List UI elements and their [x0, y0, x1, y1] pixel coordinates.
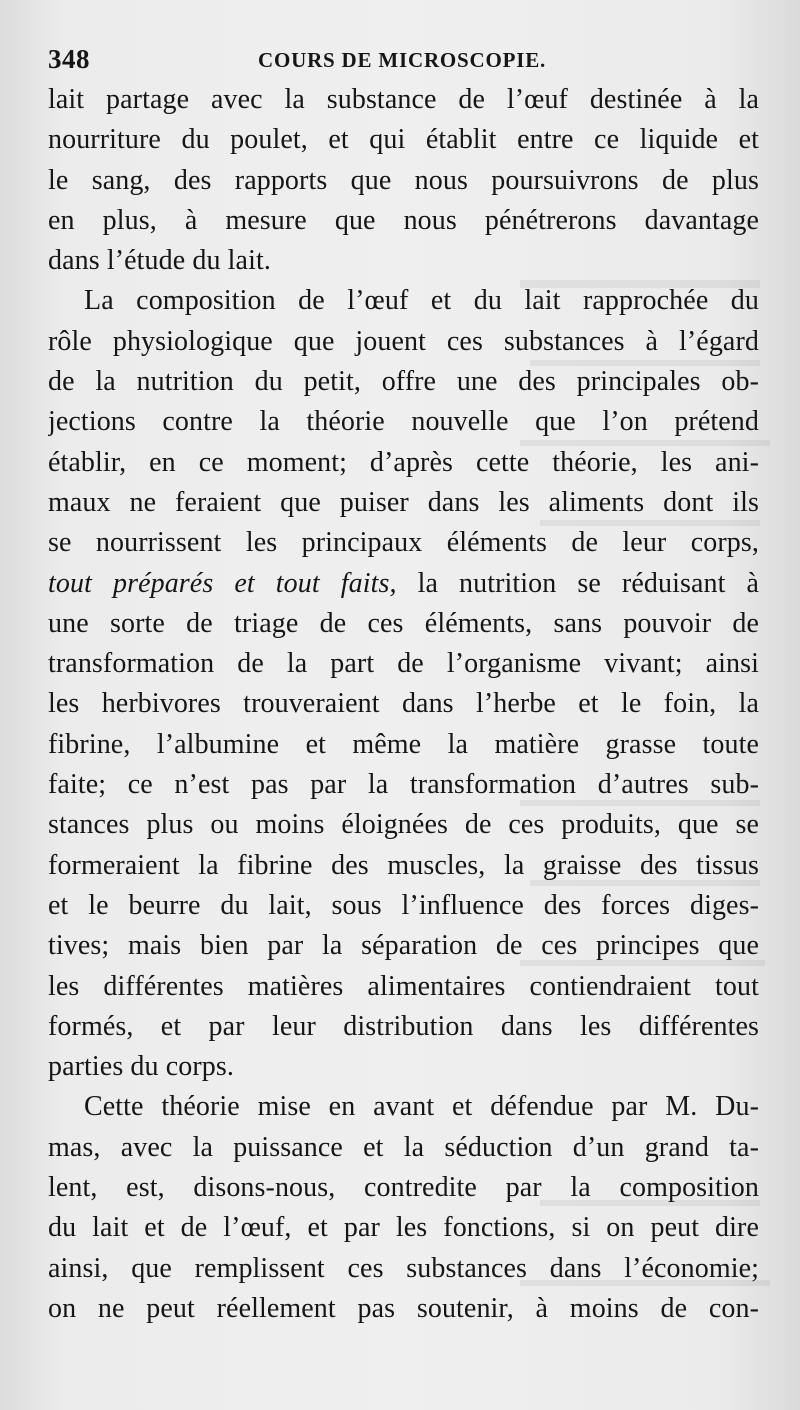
text-line: on ne peut réellement pas soutenir, à moins de con-	[48, 1292, 759, 1324]
text-line: les différentes matières alimentaires contiendraient tout	[48, 970, 759, 1002]
text-line: stances plus ou moins éloignées de ces produits, que se	[48, 809, 759, 841]
text-line: établir, en ce moment; d’après cette théorie, les ani-	[48, 446, 759, 478]
page-header	[48, 44, 760, 74]
text-line: formés, et par leur distribution dans les différentes	[48, 1010, 759, 1042]
text-line: les herbivores trouveraient dans l’herbe et le foin, la	[48, 688, 759, 720]
line-rest: la nutrition se réduisant à	[396, 567, 759, 599]
text-line: faite; ce n’est pas par la transformation d’autres sub-	[48, 769, 759, 801]
text-line: en plus, à mesure que nous pénétrerons davantage	[48, 204, 759, 236]
text-line: fibrine, l’albumine et même la matière grasse toute	[48, 728, 759, 760]
body-text	[48, 80, 759, 1329]
text-line: lait partage avec la substance de l’œuf destinée à la	[48, 84, 759, 115]
text-line: du lait et de l’œuf, et par les fonctions, si on peut dire	[48, 1212, 759, 1244]
text-line: parties du corps.	[48, 1051, 234, 1083]
text-line: le sang, des rapports que nous poursuivrons de plus	[48, 164, 759, 196]
text-line: mas, avec la puissance et la séduction d’un grand ta-	[48, 1131, 759, 1163]
text-line: Cette théorie mise en avant et défendue par M. Du-	[84, 1091, 759, 1123]
text-line: jections contre la théorie nouvelle que l’on prétend	[48, 406, 759, 438]
text-line: maux ne feraient que puiser dans les aliments dont ils	[48, 486, 759, 518]
text-line: formeraient la fibrine des muscles, la graisse des tissus	[48, 849, 759, 881]
text-line: se nourrissent les principaux éléments de leur corps,	[48, 527, 759, 559]
text-line: ainsi, que remplissent ces substances dans l’économie;	[48, 1252, 759, 1284]
paragraph-3	[48, 1087, 759, 1329]
text-line: rôle physiologique que jouent ces substances à l’égard	[48, 325, 759, 357]
text-line: de la nutrition du petit, offre une des principales ob-	[48, 366, 759, 398]
text-line: La composition de l’œuf et du lait rapprochée du	[84, 285, 759, 317]
paragraph-1	[48, 80, 759, 281]
running-title: COURS DE MICROSCOPIE.	[258, 48, 547, 72]
italic-phrase: tout préparés et tout faits,	[48, 567, 397, 599]
text-line-with-italic	[48, 564, 759, 604]
text-line: tives; mais bien par la séparation de ces principes que	[48, 930, 759, 962]
text-line: et le beurre du lait, sous l’influence des forces diges-	[48, 889, 759, 921]
text-line: une sorte de triage de ces éléments, sans pouvoir de	[48, 607, 759, 639]
page-number: 348	[48, 44, 90, 74]
paragraph-2	[48, 281, 759, 1087]
text-line: transformation de la part de l’organisme vivant; ainsi	[48, 648, 759, 680]
text-line: lent, est, disons-nous, contredite par la composition	[48, 1172, 759, 1204]
text-line: dans l’étude du lait.	[48, 245, 271, 277]
text-line: nourriture du poulet, et qui établit entre ce liquide et	[48, 124, 759, 156]
